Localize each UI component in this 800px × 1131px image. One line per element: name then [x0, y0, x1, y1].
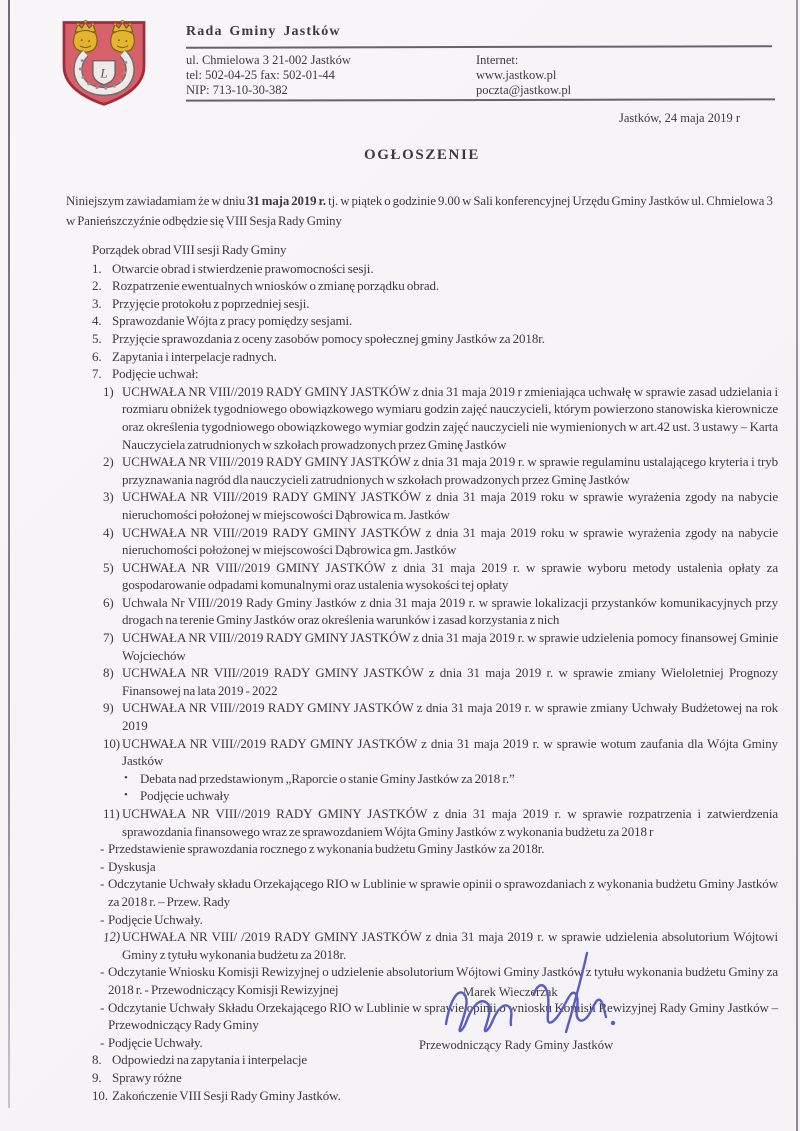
website: www.jastkow.pl: [476, 68, 557, 82]
list-text: Uchwala Nr VIII//2019 Rady Gminy Jastków z dnia 31 maja 2019 r. w sprawie lokalizacji przystanków komunikacyjnych przy drogach na terenie Gminy Jastków oraz określenia warunków i zasad korzystania z nich: [122, 594, 778, 628]
list-text: Przyjęcie protokołu z poprzedniej sesji.: [112, 295, 310, 311]
dateline: Jastków, 24 maja 2019 r: [618, 111, 740, 125]
list-marker: 8): [103, 665, 114, 681]
list-item: [66, 277, 778, 295]
list-text: UCHWAŁA NR VIII//2019 RADY GMINY JASTKÓW z dnia 31 maja 2019 r. w sprawie regulaminu ustalającego kryteria i tryb przyznawania nagród dla nauczycieli zatrudnionych w szkołach prowadzonych przez Gminę Jastków: [122, 454, 778, 487]
list-item: [66, 875, 778, 910]
list-item: [66, 488, 778, 523]
list-item: [66, 911, 778, 929]
list-item: [66, 1087, 778, 1105]
address-line-phone: tel: 502-04-25 fax: 502-01-44: [186, 68, 335, 82]
list-item: [66, 383, 778, 453]
list-text: Podjęcie Uchwały.: [108, 1034, 203, 1050]
list-item: [66, 1069, 778, 1087]
list-text: Zapytania i interpelacje radnych.: [112, 348, 277, 364]
list-text: Przedstawienie sprawozdania rocznego z wykonania budżetu Gminy Jastków za 2018r.: [108, 841, 545, 857]
org-name: Rada Gminy Jastków: [186, 24, 341, 39]
list-item: [66, 999, 778, 1034]
list-item: [66, 453, 778, 488]
list-text: UCHWAŁA NR VIII//2019 RADY GMINY JASTKÓW z dnia 31 maja 2019 roku w sprawie wyrażenia zgody na nabycie nieruchomości położonej w miejscowości Dąbrowica gm. Jastków: [122, 524, 778, 558]
intro-paragraph: [66, 192, 778, 231]
list-item: [66, 1051, 778, 1069]
list-text: Dyskusja: [108, 858, 156, 874]
list-text: Odpowiedzi na zapytania i interpelacje: [112, 1052, 308, 1068]
list-text: UCHWAŁA NR VIII//2019 RADY GMINY JASTKÓW z dnia 31 maja 2019 r. w sprawie zmiany Uchwały Budżetowej na rok 2019: [122, 700, 778, 734]
list-item: [66, 594, 778, 629]
crest-letter: L: [100, 65, 108, 81]
list-marker: 1.: [92, 260, 102, 276]
address-block: [186, 53, 351, 98]
list-text: Debata nad przedstawionym „Raporcie o stanie Gminy Jastków za 2018 r.”: [140, 770, 515, 786]
list-marker: 5.: [92, 330, 102, 346]
list-text: UCHWAŁA NR VIII//2019 RADY GMINY JASTKÓW z dnia 31 maja 2019 r. w sprawie rozpatrzenia i zatwierdzenia sprawozdania finansowego wraz ze sprawozdaniem Wójta Gminy Jastków z wykonania budżetu za 2018 r: [122, 806, 778, 839]
list-item: [66, 559, 778, 594]
intro-part3: w Panieńszczyźnie odbędzie się VIII Sesja Rady Gminy: [66, 213, 342, 228]
internet-block: [476, 53, 571, 98]
list-marker: -: [100, 964, 105, 980]
list-marker: 6): [103, 594, 114, 610]
list-text: Podjęcie Uchwały.: [108, 911, 203, 927]
signatory-role: Przewodniczący Rady Gminy Jastków: [419, 1038, 614, 1052]
agenda-list: [66, 260, 778, 1105]
list-item: [66, 963, 778, 998]
header-rule-top: [186, 45, 772, 49]
list-marker: 2.: [92, 278, 102, 294]
header-rule-bottom: [186, 98, 775, 101]
list-text: Odczytanie Wniosku Komisji Rewizyjnej o udzielenie absolutorium Wójtowi Gminy Jastków z tytułu wykonania budżetu Gminy za 2018 r. - Przewodniczący Komisji Rewizyjnej: [108, 964, 778, 997]
list-marker: 3.: [92, 295, 102, 311]
announcement-title: OGŁOSZENIE: [363, 147, 481, 163]
list-item: [66, 770, 778, 788]
list-marker: 10): [103, 735, 121, 751]
list-marker: -: [100, 858, 105, 874]
intro-part2: tj. w piątek o godzinie 9.00 w Sali konferencyjnej Urzędu Gminy Jastków ul. Chmielowa 3: [326, 194, 773, 208]
list-text: Podjęcie uchwały: [140, 788, 230, 804]
list-item: [66, 664, 778, 699]
address-line-nip: NIP: 713-10-30-382: [186, 83, 288, 97]
list-text: UCHWAŁA NR VIII//2019 RADY GMINY JASTKÓW z dnia 31 maja 2019 roku w sprawie wyrażenia zgody na nabycie nieruchomości położonej w miejscowości Dąbrowica m. Jastków: [122, 489, 778, 522]
list-text: UCHWAŁA NR VIII//2019 RADY GMINY JASTKÓW z dnia 31 maja 2019 r zmieniająca uchwałę w sprawie zasad udzielania i rozmiaru obniżek tygodniowego obowiązkowego wymiaru godzin zajęć nauczycieli, którym powierzono stanowiska kierownicze oraz określenia tygodniowego obowiązkowego wymiar godzin zajęć nauczycieli nie wymienionych w art.42 ust. 3 ustawy – Karta Nauczyciela zatrudnionych w szkołach prowadzonych przez Gminę Jastków: [122, 383, 778, 452]
list-item: [66, 928, 778, 963]
list-marker: -: [100, 911, 105, 927]
list-text: Przyjęcie sprawozdania z oceny zasobów pomocy społecznej gminy Jastków za 2018r.: [112, 330, 545, 346]
list-text: Rozpatrzenie ewentualnych wniosków o zmianę porządku obrad.: [112, 278, 440, 294]
page-edge-left: [8, 0, 10, 1108]
list-marker: •: [124, 789, 128, 802]
list-item: [66, 348, 778, 366]
list-text: Zakończenie VIII Sesji Rady Gminy Jastków.: [112, 1087, 341, 1103]
list-text: Odczytanie Uchwały składu Orzekającego RIO w Lublinie w sprawie opinii o sprawozdaniach z wykonania budżetu Gminy Jastków za 2018 r. – Przew. Rady: [108, 876, 778, 909]
list-item: [66, 699, 778, 734]
list-marker: 9): [103, 700, 114, 716]
list-item: [66, 840, 778, 858]
internet-label: Internet:: [476, 53, 519, 67]
list-marker: 4.: [92, 313, 102, 329]
list-text: UCHWAŁA NR VIII//2019 GMINY JASTKÓW z dnia 31 maja 2019 r. w sprawie wyboru metody ustalenia opłaty za gospodarowanie odpadami komunalnymi oraz ustalenia wysokości tej opłaty: [122, 559, 778, 593]
list-item: [66, 524, 778, 559]
list-text: Odczytanie Uchwały Składu Orzekającego RIO w Lublinie w sprawie opinii o wniosku Komisji Rewizyjnej Rady Gminy Jastków – Przewodniczący Rady Gminy: [108, 999, 778, 1033]
list-item: [66, 365, 778, 383]
list-marker: 12): [102, 928, 121, 945]
list-text: Podjęcie uchwał:: [112, 366, 199, 382]
agenda-heading: Porządek obrad VIII sesji Rady Gminy: [92, 242, 287, 257]
list-text: UCHWAŁA NR VIII/ /2019 RADY GMINY JASTKÓW z dnia 31 maja 2019 r. w sprawie udzielenia absolutorium Wójtowi Gminy z tytułu wykonania budżetu za 2018r.: [122, 929, 778, 962]
list-item: [66, 295, 778, 313]
list-item: [66, 330, 778, 348]
coat-of-arms-icon: [57, 16, 151, 109]
list-marker: 2): [103, 454, 114, 470]
list-text: Sprawy różne: [112, 1069, 182, 1085]
signatory-name: Marek Wieczerzak: [463, 985, 558, 999]
handwritten-signature: [438, 950, 630, 1047]
list-text: Sprawozdanie Wójta z pracy pomiędzy sesjami.: [112, 313, 353, 329]
address-line-street: ul. Chmielowa 3 21-002 Jastków: [186, 53, 351, 67]
list-marker: 7): [103, 630, 114, 646]
list-marker: 8.: [92, 1052, 102, 1068]
intro-bold-date: 31 maja 2019 r.: [247, 194, 327, 208]
list-marker: 1): [103, 383, 114, 399]
list-item: [66, 858, 778, 876]
document-body: [66, 192, 778, 1104]
list-text: UCHWAŁA NR VIII//2019 RADY GMINY JASTKÓW z dnia 31 maja 2019 r. w sprawie zmiany Wieloletniej Prognozy Finansowej na lata 2019 - 2022: [122, 665, 778, 698]
email: poczta@jastkow.pl: [476, 83, 572, 97]
list-text: Otwarcie obrad i stwierdzenie prawomocności sesji.: [112, 260, 374, 276]
list-item: [66, 787, 778, 805]
list-item: [66, 260, 778, 278]
list-item: [66, 805, 778, 840]
list-item: [66, 629, 778, 664]
list-item: [66, 312, 778, 330]
list-marker: 10.: [92, 1087, 108, 1103]
list-text: UCHWAŁA NR VIII//2019 RADY GMINY JASTKÓW z dnia 31 maja 2019 r. w sprawie wotum zaufania dla Wójta Gminy Jastków: [122, 735, 778, 769]
list-text: UCHWAŁA NR VIII//2019 RADY GMINY JASTKÓW z dnia 31 maja 2019 r. w sprawie udzielenia pomocy finansowej Gminie Wojciechów: [122, 630, 778, 663]
list-marker: -: [100, 841, 105, 857]
list-marker: 5): [103, 559, 114, 575]
list-item: [66, 735, 778, 770]
list-marker: 4): [103, 524, 114, 540]
list-marker: -: [100, 876, 105, 892]
list-marker: 3): [103, 489, 114, 505]
intro-part1: Niniejszym zawiadamiam że w dniu: [66, 194, 248, 208]
list-marker: -: [100, 999, 105, 1015]
list-marker: 7.: [92, 366, 102, 382]
list-marker: 9.: [92, 1069, 102, 1085]
list-marker: •: [124, 771, 128, 784]
list-marker: -: [100, 1034, 105, 1050]
list-marker: 6.: [92, 348, 102, 364]
list-marker: 11): [103, 806, 120, 821]
page-edge-right: [796, 0, 798, 1131]
